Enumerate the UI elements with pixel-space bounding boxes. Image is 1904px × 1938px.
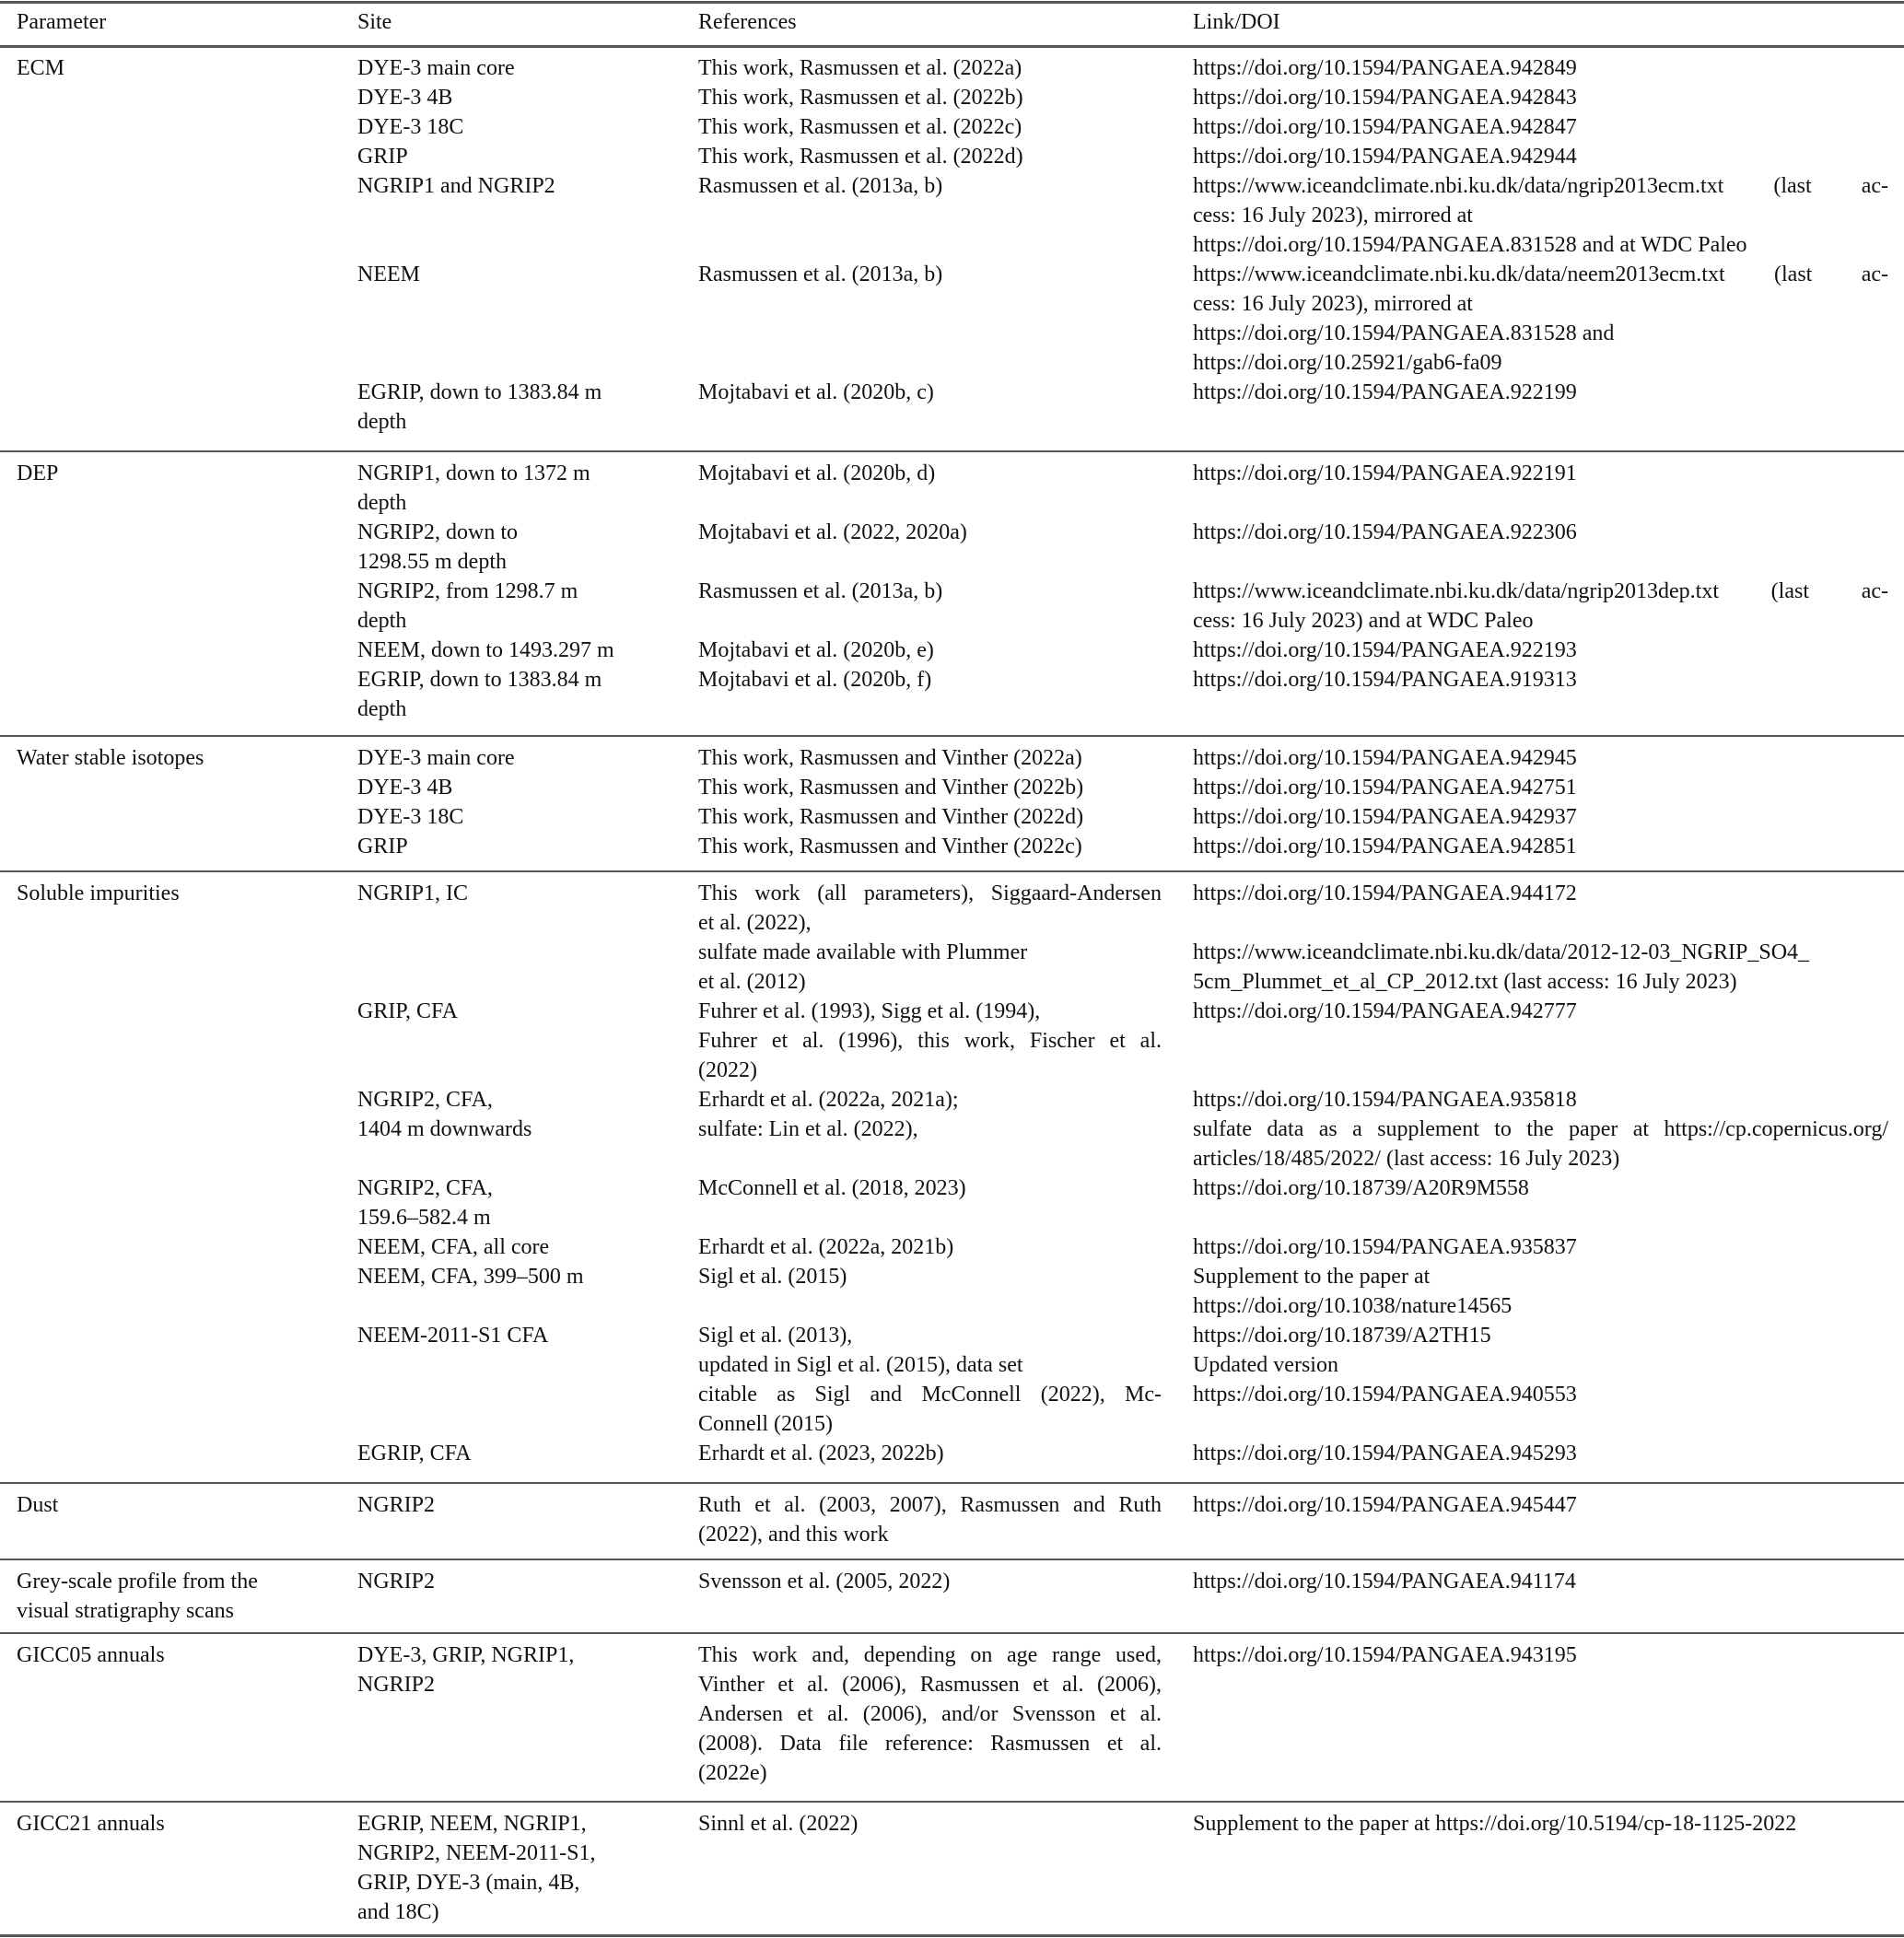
link-cell[interactable]: https://doi.org/10.1594/PANGAEA.831528 and bbox=[1193, 321, 1615, 345]
link-cell[interactable]: https://doi.org/10.1594/PANGAEA.944172 bbox=[1193, 881, 1577, 905]
site-cell: NGRIP2 bbox=[357, 1570, 436, 1594]
group-separator bbox=[0, 1559, 1904, 1560]
site-cell: DYE-3 main core bbox=[357, 56, 515, 80]
references-cell: McConnell et al. (2018, 2023) bbox=[698, 1176, 966, 1200]
link-cell[interactable]: https://doi.org/10.18739/A20R9M558 bbox=[1193, 1176, 1529, 1200]
parameter-cell: Dust bbox=[17, 1493, 59, 1517]
references-cell: Sinnl et al. (2022) bbox=[698, 1812, 859, 1836]
link-cell[interactable]: sulfate data as a supplement to the paper at https://cp.copernicus.org/ bbox=[1193, 1117, 1888, 1141]
link-cell[interactable]: Updated version bbox=[1193, 1353, 1338, 1377]
link-cell[interactable]: https://doi.org/10.1594/PANGAEA.942944 bbox=[1193, 145, 1577, 169]
references-cell: This work, Rasmussen et al. (2022b) bbox=[698, 86, 1023, 110]
site-cell: NGRIP2, from 1298.7 m bbox=[357, 579, 578, 603]
link-cell[interactable]: cess: 16 July 2023), mirrored at bbox=[1193, 292, 1473, 316]
references-cell: This work (all parameters), Siggaard-Andersen bbox=[698, 881, 1162, 905]
link-cell[interactable]: https://www.iceandclimate.nbi.ku.dk/data/ngrip2013dep.txt (last ac- bbox=[1193, 579, 1888, 603]
parameter-cell: DEP bbox=[17, 461, 59, 485]
site-cell: EGRIP, down to 1383.84 m bbox=[357, 668, 602, 692]
references-cell: (2022), and this work bbox=[698, 1523, 889, 1547]
table-bottom-rule bbox=[0, 1934, 1904, 1937]
site-cell: 159.6–582.4 m bbox=[357, 1206, 491, 1230]
references-cell: Andersen et al. (2006), and/or Svensson et al. bbox=[698, 1702, 1162, 1726]
link-cell[interactable]: https://doi.org/10.1594/PANGAEA.942945 bbox=[1193, 746, 1577, 770]
header-link-doi: Link/DOI bbox=[1193, 10, 1280, 34]
site-cell: depth bbox=[357, 491, 407, 515]
site-cell: depth bbox=[357, 697, 407, 721]
references-cell: This work, Rasmussen and Vinther (2022d) bbox=[698, 805, 1084, 829]
references-cell: This work, Rasmussen et al. (2022d) bbox=[698, 145, 1023, 169]
link-cell[interactable]: https://www.iceandclimate.nbi.ku.dk/data/2012-12-03_NGRIP_SO4_ bbox=[1193, 940, 1810, 964]
site-cell: NGRIP2 bbox=[357, 1493, 436, 1517]
site-cell: GRIP bbox=[357, 145, 408, 169]
references-cell: This work, Rasmussen and Vinther (2022b) bbox=[698, 776, 1084, 800]
site-cell: DYE-3 18C bbox=[357, 115, 464, 139]
site-cell: and 18C) bbox=[357, 1900, 439, 1924]
link-cell[interactable]: https://doi.org/10.1594/PANGAEA.935837 bbox=[1193, 1235, 1577, 1259]
header-parameter: Parameter bbox=[17, 10, 107, 34]
group-separator bbox=[0, 870, 1904, 872]
site-cell: EGRIP, NEEM, NGRIP1, bbox=[357, 1812, 587, 1836]
parameter-cell: ECM bbox=[17, 56, 65, 80]
group-separator bbox=[0, 1801, 1904, 1803]
site-cell: GRIP bbox=[357, 835, 408, 858]
site-cell: EGRIP, down to 1383.84 m bbox=[357, 380, 602, 404]
parameter-cell: Grey-scale profile from the bbox=[17, 1570, 258, 1594]
header-site: Site bbox=[357, 10, 392, 34]
site-cell: GRIP, DYE-3 (main, 4B, bbox=[357, 1871, 580, 1895]
site-cell: NGRIP1, down to 1372 m bbox=[357, 461, 590, 485]
parameter-cell: GICC05 annuals bbox=[17, 1643, 165, 1667]
references-cell: Mojtabavi et al. (2020b, f) bbox=[698, 668, 932, 692]
site-cell: NGRIP2, CFA, bbox=[357, 1176, 493, 1200]
site-cell: depth bbox=[357, 410, 407, 434]
header-references: References bbox=[698, 10, 797, 34]
site-cell: DYE-3 4B bbox=[357, 776, 453, 800]
link-cell[interactable]: Supplement to the paper at bbox=[1193, 1265, 1431, 1289]
link-cell[interactable]: articles/18/485/2022/ (last access: 16 July 2023) bbox=[1193, 1147, 1620, 1171]
link-cell[interactable]: cess: 16 July 2023) and at WDC Paleo bbox=[1193, 609, 1534, 633]
site-cell: NGRIP2, CFA, bbox=[357, 1088, 493, 1112]
references-cell: Erhardt et al. (2022a, 2021b) bbox=[698, 1235, 954, 1259]
references-cell: This work, Rasmussen and Vinther (2022c) bbox=[698, 835, 1082, 858]
link-cell[interactable]: https://doi.org/10.18739/A2TH15 bbox=[1193, 1324, 1491, 1348]
references-cell: (2022e) bbox=[698, 1761, 767, 1785]
group-separator bbox=[0, 735, 1904, 737]
link-cell[interactable]: https://doi.org/10.1594/PANGAEA.919313 bbox=[1193, 668, 1577, 692]
references-cell: Sigl et al. (2013), bbox=[698, 1324, 853, 1348]
references-cell: Vinther et al. (2006), Rasmussen et al. (2006), bbox=[698, 1673, 1162, 1697]
header-rule bbox=[0, 45, 1904, 48]
link-cell[interactable]: https://doi.org/10.1594/PANGAEA.935818 bbox=[1193, 1088, 1577, 1112]
site-cell: NGRIP1, IC bbox=[357, 881, 469, 905]
site-cell: NEEM, down to 1493.297 m bbox=[357, 638, 614, 662]
references-cell: This work, Rasmussen and Vinther (2022a) bbox=[698, 746, 1082, 770]
references-cell: Connell (2015) bbox=[698, 1412, 833, 1436]
references-cell: This work and, depending on age range used, bbox=[698, 1643, 1162, 1667]
references-cell: Mojtabavi et al. (2020b, c) bbox=[698, 380, 934, 404]
link-cell[interactable]: https://doi.org/10.1594/PANGAEA.942847 bbox=[1193, 115, 1577, 139]
references-cell: sulfate: Lin et al. (2022), bbox=[698, 1117, 918, 1141]
references-cell: Erhardt et al. (2023, 2022b) bbox=[698, 1442, 944, 1465]
references-cell: Mojtabavi et al. (2020b, e) bbox=[698, 638, 934, 662]
group-separator bbox=[0, 450, 1904, 452]
references-cell: sulfate made available with Plummer bbox=[698, 940, 1028, 964]
link-cell[interactable]: https://doi.org/10.1594/PANGAEA.942937 bbox=[1193, 805, 1577, 829]
references-cell: (2008). Data file reference: Rasmussen et al. bbox=[698, 1732, 1162, 1756]
link-cell[interactable]: https://doi.org/10.1594/PANGAEA.922191 bbox=[1193, 461, 1577, 485]
link-cell[interactable]: Supplement to the paper at https://doi.org/10.5194/cp-18-1125-2022 bbox=[1193, 1812, 1797, 1836]
parameter-cell: GICC21 annuals bbox=[17, 1812, 165, 1836]
references-cell: Rasmussen et al. (2013a, b) bbox=[698, 579, 943, 603]
references-cell: Fuhrer et al. (1993), Sigg et al. (1994), bbox=[698, 999, 1041, 1023]
link-cell[interactable]: https://doi.org/10.1594/PANGAEA.942843 bbox=[1193, 86, 1577, 110]
site-cell: NEEM, CFA, all core bbox=[357, 1235, 550, 1259]
link-cell[interactable]: https://doi.org/10.1594/PANGAEA.942851 bbox=[1193, 835, 1577, 858]
references-cell: citable as Sigl and McConnell (2022), Mc- bbox=[698, 1383, 1162, 1407]
references-cell: Sigl et al. (2015) bbox=[698, 1265, 847, 1289]
references-cell: updated in Sigl et al. (2015), data set bbox=[698, 1353, 1023, 1377]
references-cell: Svensson et al. (2005, 2022) bbox=[698, 1570, 951, 1594]
parameter-cell: Water stable isotopes bbox=[17, 746, 204, 770]
parameter-cell: visual stratigraphy scans bbox=[17, 1599, 234, 1623]
site-cell: 1298.55 m depth bbox=[357, 550, 507, 574]
references-cell: Mojtabavi et al. (2022, 2020a) bbox=[698, 520, 967, 544]
site-cell: EGRIP, CFA bbox=[357, 1442, 472, 1465]
link-cell[interactable]: https://doi.org/10.1594/PANGAEA.831528 and at WDC Paleo bbox=[1193, 233, 1747, 257]
link-cell[interactable]: 5cm_Plummet_et_al_CP_2012.txt (last access: 16 July 2023) bbox=[1193, 970, 1737, 994]
link-cell[interactable]: https://doi.org/10.1594/PANGAEA.922193 bbox=[1193, 638, 1577, 662]
link-cell[interactable]: https://www.iceandclimate.nbi.ku.dk/data/ngrip2013ecm.txt (last ac- bbox=[1193, 174, 1888, 198]
group-separator bbox=[0, 1482, 1904, 1484]
site-cell: DYE-3 main core bbox=[357, 746, 515, 770]
link-cell[interactable]: https://doi.org/10.1038/nature14565 bbox=[1193, 1294, 1513, 1318]
references-cell: (2022) bbox=[698, 1058, 757, 1082]
references-cell: Fuhrer et al. (1996), this work, Fischer et al. bbox=[698, 1029, 1162, 1053]
link-cell[interactable]: cess: 16 July 2023), mirrored at bbox=[1193, 204, 1473, 228]
link-cell[interactable]: https://doi.org/10.1594/PANGAEA.942849 bbox=[1193, 56, 1577, 80]
site-cell: NEEM-2011-S1 CFA bbox=[357, 1324, 549, 1348]
site-cell: GRIP, CFA bbox=[357, 999, 458, 1023]
table-top-rule bbox=[0, 1, 1904, 4]
references-cell: Ruth et al. (2003, 2007), Rasmussen and Ruth bbox=[698, 1493, 1162, 1517]
parameter-cell: Soluble impurities bbox=[17, 881, 180, 905]
site-cell: NGRIP1 and NGRIP2 bbox=[357, 174, 555, 198]
link-cell[interactable]: https://doi.org/10.1594/PANGAEA.942751 bbox=[1193, 776, 1577, 800]
link-cell[interactable]: https://doi.org/10.1594/PANGAEA.940553 bbox=[1193, 1383, 1577, 1407]
site-cell: DYE-3 18C bbox=[357, 805, 464, 829]
link-cell[interactable]: https://doi.org/10.1594/PANGAEA.945293 bbox=[1193, 1442, 1577, 1465]
references-cell: Rasmussen et al. (2013a, b) bbox=[698, 263, 943, 286]
link-cell[interactable]: https://doi.org/10.1594/PANGAEA.922306 bbox=[1193, 520, 1577, 544]
references-cell: et al. (2012) bbox=[698, 970, 806, 994]
link-cell[interactable]: https://doi.org/10.1594/PANGAEA.922199 bbox=[1193, 380, 1577, 404]
site-cell: NGRIP2, NEEM-2011-S1, bbox=[357, 1841, 596, 1865]
references-cell: This work, Rasmussen et al. (2022a) bbox=[698, 56, 1022, 80]
site-cell: DYE-3, GRIP, NGRIP1, bbox=[357, 1643, 575, 1667]
link-cell[interactable]: https://doi.org/10.1594/PANGAEA.942777 bbox=[1193, 999, 1577, 1023]
references-cell: et al. (2022), bbox=[698, 911, 812, 935]
site-cell: NEEM, CFA, 399–500 m bbox=[357, 1265, 584, 1289]
site-cell: NGRIP2 bbox=[357, 1673, 436, 1697]
references-cell: Rasmussen et al. (2013a, b) bbox=[698, 174, 943, 198]
references-cell: Erhardt et al. (2022a, 2021a); bbox=[698, 1088, 959, 1112]
link-cell[interactable]: https://doi.org/10.1594/PANGAEA.943195 bbox=[1193, 1643, 1577, 1667]
link-cell[interactable]: https://doi.org/10.1594/PANGAEA.945447 bbox=[1193, 1493, 1577, 1517]
link-cell[interactable]: https://doi.org/10.25921/gab6-fa09 bbox=[1193, 351, 1502, 375]
site-cell: NGRIP2, down to bbox=[357, 520, 519, 544]
link-cell[interactable]: https://doi.org/10.1594/PANGAEA.941174 bbox=[1193, 1570, 1576, 1594]
link-cell[interactable]: https://www.iceandclimate.nbi.ku.dk/data/neem2013ecm.txt (last ac- bbox=[1193, 263, 1888, 286]
site-cell: NEEM bbox=[357, 263, 420, 286]
site-cell: DYE-3 4B bbox=[357, 86, 453, 110]
group-separator bbox=[0, 1632, 1904, 1634]
site-cell: 1404 m downwards bbox=[357, 1117, 532, 1141]
references-cell: Mojtabavi et al. (2020b, d) bbox=[698, 461, 936, 485]
site-cell: depth bbox=[357, 609, 407, 633]
references-cell: This work, Rasmussen et al. (2022c) bbox=[698, 115, 1022, 139]
